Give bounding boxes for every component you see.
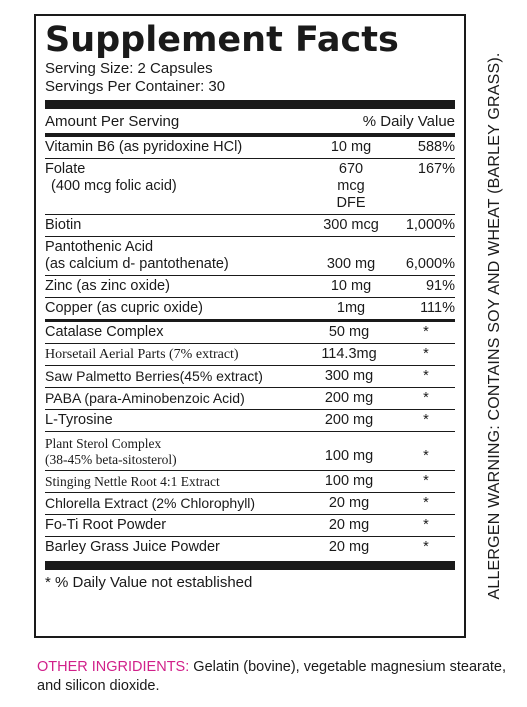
amount-line-3: DFE [336, 195, 366, 211]
amount-line-2: mcg [337, 178, 365, 194]
ingredient-row [45, 409, 455, 431]
ingredient-row [45, 514, 455, 536]
nutrient-row [45, 297, 455, 319]
nutrient-amount: 1mg [336, 300, 366, 316]
ingredient-name: Catalase Complex [45, 324, 164, 340]
ingredient-dv: * [423, 368, 429, 384]
nutrient-row [45, 236, 455, 275]
ingredient-dv: * [423, 346, 429, 362]
ingredient-amount: 50 mg [328, 324, 370, 340]
nutrient-dv: 91% [425, 278, 455, 294]
nutrient-row [45, 158, 455, 214]
ingredient-name-main: Plant Sterol Complex [45, 436, 162, 451]
bottom-thick-divider [45, 561, 455, 570]
ingredient-amount: 100 mg [324, 473, 374, 489]
ingredient-amount: 100 mg [324, 448, 374, 464]
nutrient-row [45, 214, 455, 236]
ingredient-dv: * [423, 517, 429, 533]
ingredient-name: Barley Grass Juice Powder [45, 539, 220, 555]
ingredient-row [45, 319, 455, 343]
nutrient-amount: 300 mcg [323, 217, 379, 233]
ingredient-amount: 200 mg [324, 390, 374, 406]
ingredient-row [45, 343, 455, 365]
nutrient-dv: 588% [417, 139, 455, 155]
ingredient-amount: 200 mg [324, 412, 374, 428]
ingredient-dv: * [423, 473, 429, 489]
ingredient-name [45, 434, 303, 468]
ingredient-row [45, 470, 455, 492]
amount-line-1: 670 [338, 161, 364, 177]
ingredient-row [45, 365, 455, 387]
supplement-facts-panel [34, 14, 466, 638]
nutrient-name-main: Folate [45, 161, 86, 177]
nutrient-amount: 10 mg [330, 139, 372, 155]
ingredient-amount: 20 mg [328, 517, 370, 533]
nutrient-amount [305, 161, 397, 212]
allergen-warning [478, 14, 512, 638]
nutrient-dv: 167% [417, 161, 455, 177]
other-ingredients [37, 658, 507, 696]
nutrient-dv: 6,000% [405, 256, 455, 272]
nutrient-name-main: Pantothenic Acid [45, 239, 154, 255]
ingredient-name: Fo-Ti Root Powder [45, 517, 167, 533]
ingredient-dv: * [423, 390, 429, 406]
nutrient-amount: 300 mg [326, 256, 376, 272]
ingredient-name: PABA (para-Aminobenzoic Acid) [45, 390, 245, 406]
nutrient-name [45, 239, 305, 273]
ingredient-name: Saw Palmetto Berries(45% extract) [45, 368, 263, 384]
ingredient-amount: 20 mg [328, 539, 370, 555]
nutrient-row [45, 275, 455, 297]
nutrient-name-sub: (400 mcg folic acid) [51, 178, 177, 194]
ingredient-row [45, 536, 455, 558]
ingredient-name-sub: (38-45% beta-sitosterol) [45, 452, 177, 467]
other-ingredients-text: Gelatin (bovine), vegetable magnesium stearate, and silicon dioxide. [37, 659, 507, 694]
ingredient-dv: * [423, 495, 429, 511]
ingredient-name: L-Tyrosine [45, 412, 113, 428]
column-header [45, 109, 455, 133]
nutrient-name: Copper (as cupric oxide) [45, 300, 203, 316]
thick-divider [45, 100, 455, 109]
serving-size: Serving Size: 2 Capsules [45, 60, 213, 77]
amount-header: Amount Per Serving [45, 112, 180, 130]
nutrient-name-sub: (as calcium d- pantothenate) [45, 256, 229, 272]
dv-header: % Daily Value [362, 112, 455, 130]
ingredient-amount: 20 mg [328, 495, 370, 511]
other-ingredients-label: OTHER INGRIDIENTS: [37, 659, 190, 675]
ingredient-amount: 300 mg [324, 368, 374, 384]
ingredient-dv: * [423, 448, 429, 464]
ingredient-row [45, 387, 455, 409]
ingredient-row [45, 492, 455, 514]
ingredient-name: Horsetail Aerial Parts (7% extract) [45, 347, 239, 362]
nutrient-amount: 10 mg [330, 278, 372, 294]
nutrient-name: Zinc (as zinc oxide) [45, 278, 170, 294]
ingredient-name: Stinging Nettle Root 4:1 Extract [45, 474, 220, 489]
ingredient-name: Chlorella Extract (2% Chlorophyll) [45, 495, 256, 511]
ingredient-dv: * [423, 324, 429, 340]
nutrient-name: Biotin [45, 217, 82, 233]
nutrient-name [45, 161, 305, 195]
nutrient-dv: 111% [420, 300, 455, 316]
nutrient-row [45, 137, 455, 158]
ingredient-dv: * [423, 539, 429, 555]
ingredient-row [45, 431, 455, 470]
nutrient-name: Vitamin B6 (as pyridoxine HCl) [45, 139, 243, 155]
servings-per-container: Servings Per Container: 30 [45, 78, 226, 95]
ingredient-amount: 114.3mg [321, 346, 377, 362]
footnote: * % Daily Value not established [45, 574, 253, 591]
panel-title: Supplement Facts [45, 20, 399, 60]
ingredient-dv: * [423, 412, 429, 428]
allergen-text: ALLERGEN WARNING: CONTAINS SOY AND WHEAT (BARLEY GRASS). [486, 52, 503, 600]
nutrient-dv: 1,000% [405, 217, 455, 233]
